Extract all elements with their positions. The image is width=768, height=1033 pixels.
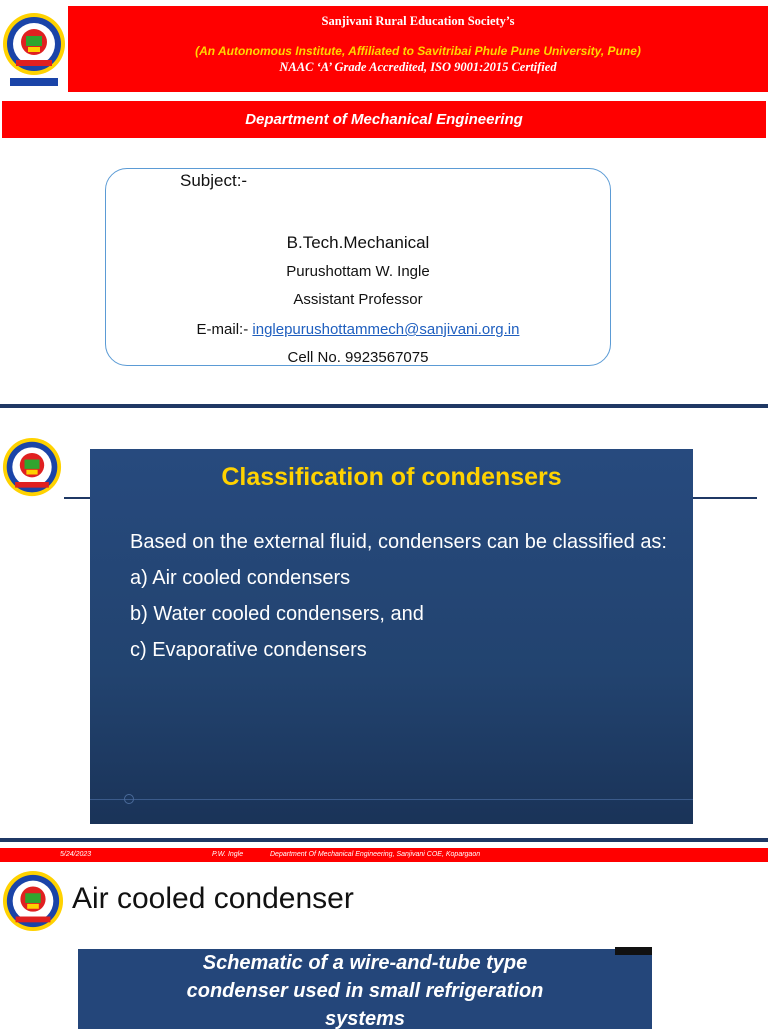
list-item: a) Air cooled condensers [130,567,351,589]
player-progress-track [90,799,693,800]
email-link[interactable]: inglepurushottammech@sanjivani.org.in [252,321,520,338]
accreditation-line: NAAC ‘A’ Grade Accredited, ISO 9001:2015 Certified [279,60,557,74]
title-underline [693,497,757,499]
faculty-info-box [105,168,611,366]
caption-line: condenser used in small refrigeration [186,980,544,1002]
slide-divider [0,838,768,842]
institute-header [68,6,768,92]
video-corner-mask [615,947,652,955]
list-item: Based on the external fluid, condensers can be classified as: [130,531,667,553]
list-item: c) Evaporative condensers [130,639,367,661]
subject-label: Subject:- [180,171,248,190]
department-bar: Department of Mechanical Engineering [2,101,766,138]
list-item: b) Water cooled condensers, and [130,603,424,625]
college-seal-icon [2,437,62,497]
slide-title: Air cooled condenser [72,882,354,915]
cell-number: Cell No. 9923567075 [287,349,429,366]
college-seal-icon [2,6,66,94]
classification-list [130,531,667,675]
society-name: Sanjivani Rural Education Society’s [321,14,515,28]
footer-author: P.W. Ingle [212,851,244,858]
college-seal-icon [2,870,64,932]
slide-title: Classification of condensers [221,463,562,491]
slide-divider [0,404,768,408]
schematic-caption-box [78,949,652,1029]
designation: Assistant Professor [293,291,423,308]
footer-date: 5/24/2023 [60,851,92,858]
footer-department: Department Of Mechanical Engineering, Sanjivani COE, Kopargaon [270,851,481,858]
email-row [106,321,610,338]
caption-line: Schematic of a wire-and-tube type [202,952,528,974]
email-label: E-mail:- [196,321,249,338]
degree-text: B.Tech.Mechanical [286,233,430,252]
player-progress-knob [124,794,134,804]
slide-footer [0,848,768,862]
autonomous-line: (An Autonomous Institute, Affiliated to Savitribai Phule Pune University, Pune) [195,44,641,58]
video-frame [90,449,693,824]
caption-line: systems [324,1008,406,1030]
title-underline [64,497,90,499]
faculty-name: Purushottam W. Ingle [286,263,430,280]
